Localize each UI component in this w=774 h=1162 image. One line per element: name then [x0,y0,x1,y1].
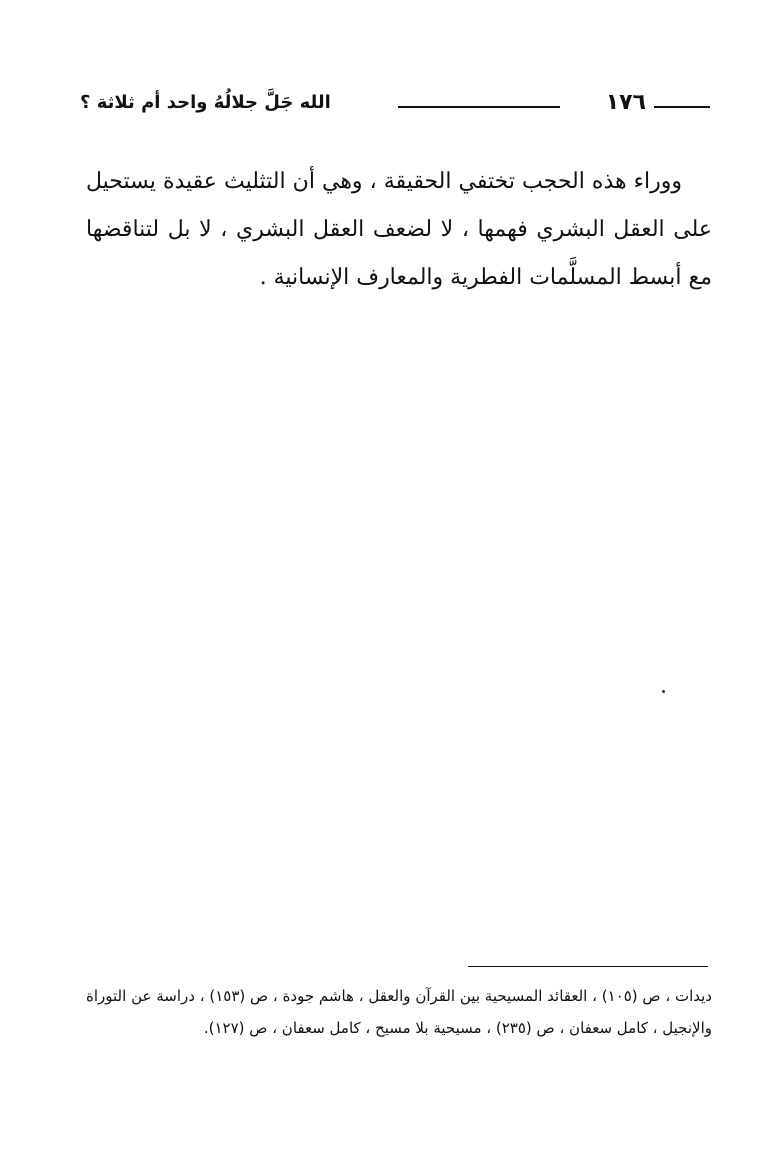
main-text [86,158,712,302]
footnote-text: ديدات ، ص (١٠٥) ، العقائد المسيحية بين القرآن والعقل ، هاشم جودة ، ص (١٥٣) ، دراسة عن التوراة والإنجيل ، كامل سعفان ، ص (٢٣٥) ، مسيحية بلا مسيح ، كامل سعفان ، ص (١٢٧). [86,987,712,1037]
footnote [86,980,712,1044]
header-rule-right [654,106,710,108]
page-number: ١٧٦ [605,90,646,115]
running-title: الله جَلَّ جلالُهُ واحد أم ثلاثة ؟ [80,92,331,113]
scan-speck [662,690,665,693]
footnote-separator [468,966,708,967]
running-header [80,82,710,126]
body-paragraph: ووراء هذه الحجب تختفي الحقيقة ، وهي أن التثليث عقيدة يستحيل على العقل البشري فهمها ، لا لضعف العقل البشري ، لا بل لتناقضها مع أبسط المسلَّمات الفطرية والمعارف الإنسانية . [86,169,712,290]
header-rule-middle [398,106,560,108]
